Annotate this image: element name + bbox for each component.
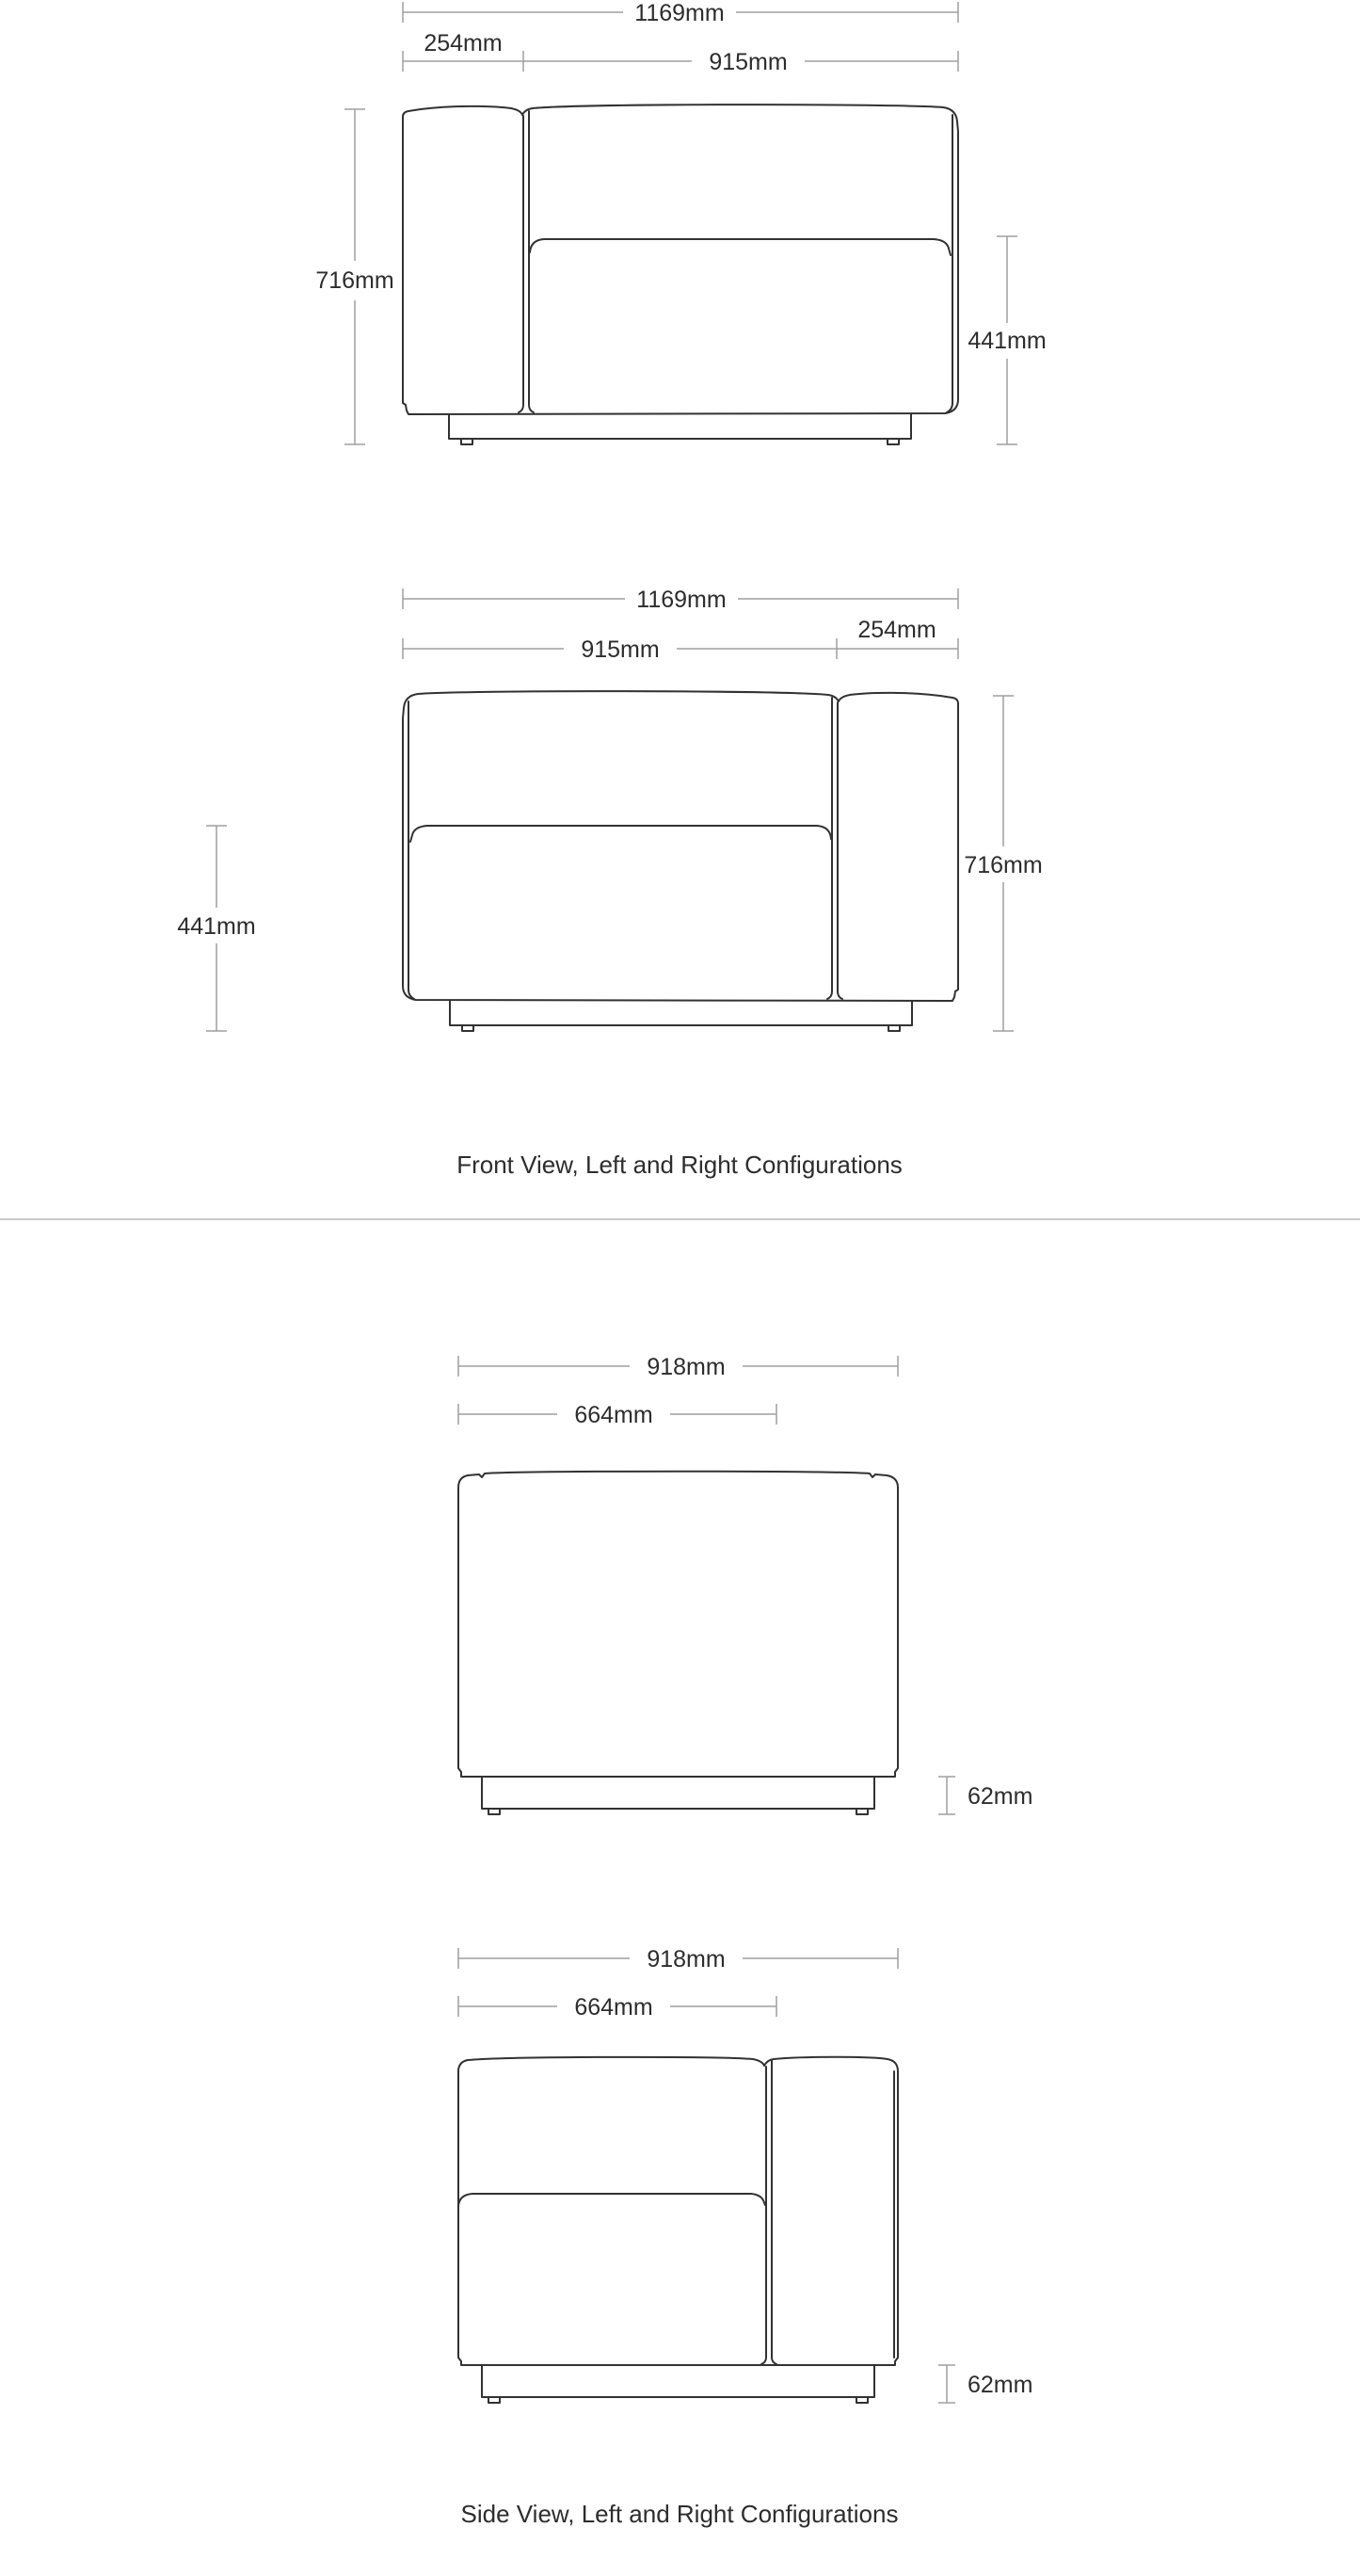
side-view-left-drawing xyxy=(458,1472,898,1814)
dim-label-front-right-total-width: 1169mm xyxy=(636,587,727,613)
furniture-drawings xyxy=(403,105,958,2403)
dim-label-front-right-overall-height: 716mm xyxy=(964,852,1043,878)
dim-label-front-right-arm-width: 254mm xyxy=(857,617,936,643)
dim-label-front-left-arm-width: 254mm xyxy=(424,30,503,56)
side-view-right-drawing xyxy=(458,2057,898,2403)
dim-label-side-right-base-height: 62mm xyxy=(968,2372,1033,2398)
dim-label-front-left-overall-height: 716mm xyxy=(315,267,394,294)
dim-label-side-left-overall-depth: 918mm xyxy=(647,1354,726,1380)
dim-label-side-right-overall-depth: 918mm xyxy=(647,1946,726,1972)
dim-label-front-left-total-width: 1169mm xyxy=(634,0,725,26)
dim-label-front-right-seat-width: 915mm xyxy=(581,636,660,663)
side-view-caption: Side View, Left and Right Configurations xyxy=(460,2500,899,2528)
front-view-left-drawing xyxy=(403,105,958,444)
dimension-lines xyxy=(206,2,1017,2403)
dim-label-front-left-seat-height: 441mm xyxy=(968,328,1047,354)
dim-label-side-left-seat-depth: 664mm xyxy=(574,1402,653,1428)
dim-label-front-left-seat-width: 915mm xyxy=(709,49,788,75)
front-view-right-drawing xyxy=(403,691,958,1031)
dimension-labels xyxy=(177,0,1046,2398)
dim-label-side-left-base-height: 62mm xyxy=(968,1783,1033,1810)
front-view-caption: Front View, Left and Right Configurations xyxy=(456,1151,903,1179)
label-gaps xyxy=(173,0,1050,2020)
dim-label-front-right-seat-height: 441mm xyxy=(177,913,256,940)
dim-label-side-right-seat-depth: 664mm xyxy=(574,1994,653,2021)
